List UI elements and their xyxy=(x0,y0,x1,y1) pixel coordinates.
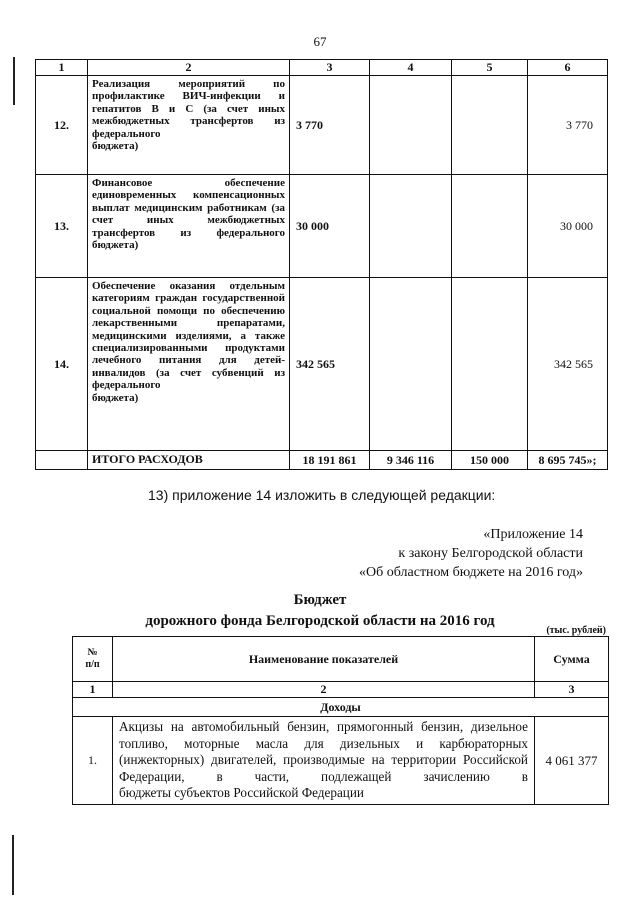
column-header-index: № п/п xyxy=(73,637,113,682)
total-col6: 8 695 745»; xyxy=(528,451,608,470)
column-header-sum: Сумма xyxy=(535,637,609,682)
column-header: 4 xyxy=(370,60,452,76)
row-number: 14. xyxy=(36,278,88,451)
row-name: Обеспечение оказания отдельным категориям граждан государственной социальной помощи по обеспечению лекарственными препаратами, медицинскими изделиями, а также специализированными продуктами лечебного питания для детей-инвалидов (за счет субвенций из федерального бюджета) xyxy=(88,278,290,451)
row-value-col6: 3 770 xyxy=(528,76,608,175)
total-col5: 150 000 xyxy=(452,451,528,470)
section-title-income: Доходы xyxy=(73,698,609,717)
appendix-header xyxy=(359,525,583,582)
column-index-row xyxy=(73,682,609,698)
row-value-col5 xyxy=(452,76,528,175)
page-number: 67 xyxy=(313,34,327,49)
row-value-col4 xyxy=(370,278,452,451)
column-header: 3 xyxy=(290,60,370,76)
road-fund-table xyxy=(72,636,609,805)
scan-edge-mark-top xyxy=(13,57,15,105)
budget-title-line: Бюджет xyxy=(293,592,347,608)
total-row xyxy=(36,451,608,470)
row-number: 12. xyxy=(36,76,88,175)
column-header: 2 xyxy=(88,60,290,76)
row-value-col3: 342 565 xyxy=(290,278,370,451)
row-value-col4 xyxy=(370,175,452,278)
row-number: 13. xyxy=(36,175,88,278)
row-sum: 4 061 377 xyxy=(535,717,609,805)
table-row xyxy=(36,175,608,278)
row-value-col6: 30 000 xyxy=(528,175,608,278)
row-number: 1. xyxy=(73,717,113,805)
row-value-col4 xyxy=(370,76,452,175)
scan-edge-mark-bottom xyxy=(12,835,14,895)
table-header-row xyxy=(36,60,608,76)
row-value-col5 xyxy=(452,175,528,278)
budget-title xyxy=(0,590,640,632)
total-col4: 9 346 116 xyxy=(370,451,452,470)
total-number-cell xyxy=(36,451,88,470)
row-value-col6: 342 565 xyxy=(528,278,608,451)
units-label: (тыс. рублей) xyxy=(546,625,606,636)
total-label: ИТОГО РАСХОДОВ xyxy=(88,451,290,470)
table-row xyxy=(36,278,608,451)
column-header: 1 xyxy=(36,60,88,76)
expenses-table xyxy=(35,59,608,470)
row-value-col3: 30 000 xyxy=(290,175,370,278)
appendix-line: «Приложение 14 xyxy=(483,527,583,542)
column-index: 3 xyxy=(535,682,609,698)
row-value-col5 xyxy=(452,278,528,451)
row-name: Финансовое обеспечение единовременных компенсационных выплат медицинским работникам (за счет иных межбюджетных трансфертов из федерального бюджета) xyxy=(88,175,290,278)
appendix-line: «Об областном бюджете на 2016 год» xyxy=(359,565,583,580)
appendix-line: к закону Белгородской области xyxy=(398,546,583,561)
column-header-name: Наименование показателей xyxy=(113,637,535,682)
row-name: Реализация мероприятий по профилактике ВИЧ-инфекции и гепатитов В и С (за счет иных межбюджетных трансфертов из федерального бюджета) xyxy=(88,76,290,175)
column-index: 2 xyxy=(113,682,535,698)
budget-title-line: дорожного фонда Белгородской области на 2016 год xyxy=(145,613,495,629)
row-name: Акцизы на автомобильный бензин, прямогонный бензин, дизельное топливо, моторные масла для дизельных и карбюраторных (инжекторных) двигателей, производимые на территории Российской Федерации, в части, подлежащей зачислению в бюджеты субъектов Российской Федерации xyxy=(113,717,535,805)
total-col3: 18 191 861 xyxy=(290,451,370,470)
amendment-text: 13) приложение 14 изложить в следующей редакции: xyxy=(148,487,496,503)
table-row xyxy=(36,76,608,175)
row-value-col3: 3 770 xyxy=(290,76,370,175)
column-header: 5 xyxy=(452,60,528,76)
column-header: 6 xyxy=(528,60,608,76)
section-row xyxy=(73,698,609,717)
table-header-row xyxy=(73,637,609,682)
column-index: 1 xyxy=(73,682,113,698)
table-row xyxy=(73,717,609,805)
